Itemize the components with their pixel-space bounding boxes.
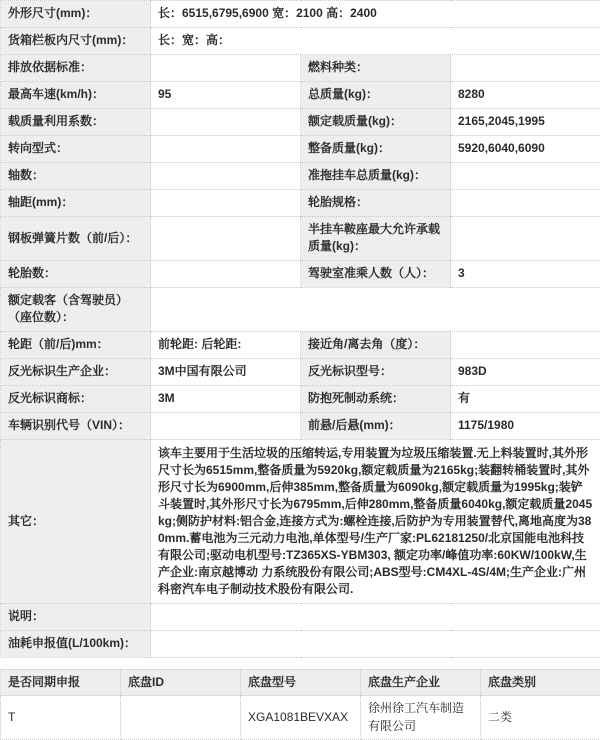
spec-row-tires-cab-seats bbox=[1, 260, 600, 287]
value-emission-standard bbox=[151, 55, 301, 82]
spec-row-reflective-maker-model bbox=[1, 358, 600, 385]
value-steering-type bbox=[151, 136, 301, 163]
spec-row-overall-dimensions bbox=[1, 1, 600, 28]
value-axle-count bbox=[151, 163, 301, 190]
chassis-header-model: 底盘型号 bbox=[241, 669, 361, 695]
label-trailer-total-mass: 准拖挂车总质量(kg)： bbox=[301, 163, 451, 190]
label-reflective-brand: 反光标识商标： bbox=[1, 385, 151, 412]
value-notes bbox=[151, 603, 600, 630]
spec-row-cargo-box-dimensions bbox=[1, 28, 600, 55]
chassis-header-category: 底盘类别 bbox=[481, 669, 600, 695]
spec-row-speed-mass bbox=[1, 82, 600, 109]
spec-row-rated-passengers bbox=[1, 287, 600, 331]
value-fuel-consumption bbox=[151, 630, 600, 657]
value-wheelbase bbox=[151, 190, 301, 217]
value-total-mass: 8280 bbox=[451, 82, 600, 109]
value-mass-utilization bbox=[151, 109, 301, 136]
value-reflective-model: 983D bbox=[451, 358, 600, 385]
spec-row-springs-saddle bbox=[1, 217, 600, 261]
label-saddle-load: 半挂车鞍座最大允许承载质量(kg)： bbox=[301, 217, 451, 261]
chassis-data-row bbox=[1, 696, 600, 740]
chassis-header-manufacturer: 底盘生产企业 bbox=[361, 669, 481, 695]
value-abs: 有 bbox=[451, 385, 600, 412]
spec-row-emission-fuel bbox=[1, 55, 600, 82]
value-rated-passengers bbox=[151, 287, 600, 331]
label-other: 其它： bbox=[1, 439, 151, 603]
value-rated-load-mass: 2165,2045,1995 bbox=[451, 109, 600, 136]
spec-row-utilization-rated-load bbox=[1, 109, 600, 136]
spec-row-vin-overhang bbox=[1, 412, 600, 439]
label-tire-spec: 轮胎规格： bbox=[301, 190, 451, 217]
value-vin bbox=[151, 412, 301, 439]
value-overall-dimensions: 长：6515,6795,6900 宽：2100 高：2400 bbox=[151, 1, 600, 28]
value-cargo-box-dimensions: 长：宽：高： bbox=[151, 28, 600, 55]
value-front-rear-overhang: 1175/1980 bbox=[451, 412, 600, 439]
chassis-manufacturer-value: 徐州徐工汽车制造有限公司 bbox=[361, 696, 481, 740]
label-vin: 车辆识别代号（VIN）： bbox=[1, 412, 151, 439]
label-tire-count: 轮胎数： bbox=[1, 260, 151, 287]
value-curb-mass: 5920,6040,6090 bbox=[451, 136, 600, 163]
value-cab-occupants: 3 bbox=[451, 260, 600, 287]
value-trailer-total-mass bbox=[451, 163, 600, 190]
spec-row-track-angles bbox=[1, 331, 600, 358]
label-emission-standard: 排放依据标准： bbox=[1, 55, 151, 82]
value-max-speed: 95 bbox=[151, 82, 301, 109]
label-mass-utilization: 载质量利用系数： bbox=[1, 109, 151, 136]
chassis-table bbox=[0, 669, 600, 740]
value-tire-spec bbox=[451, 190, 600, 217]
spec-row-wheelbase-tire-spec bbox=[1, 190, 600, 217]
label-rated-passengers: 额定载客（含驾驶员）（座位数）： bbox=[1, 287, 151, 331]
chassis-category-value: 二类 bbox=[481, 696, 600, 740]
label-cab-occupants: 驾驶室准乘人数（人）： bbox=[301, 260, 451, 287]
spec-row-other bbox=[1, 439, 600, 603]
label-overall-dimensions: 外形尺寸(mm)： bbox=[1, 1, 151, 28]
label-total-mass: 总质量(kg)： bbox=[301, 82, 451, 109]
label-steering-type: 转向型式： bbox=[1, 136, 151, 163]
spec-row-reflective-brand-abs bbox=[1, 385, 600, 412]
value-leaf-springs bbox=[151, 217, 301, 261]
value-tire-count bbox=[151, 260, 301, 287]
chassis-header-same-period: 是否同期申报 bbox=[1, 669, 121, 695]
value-saddle-load bbox=[451, 217, 600, 261]
chassis-same-period-value: T bbox=[1, 696, 121, 740]
value-wheel-track: 前轮距: 后轮距: bbox=[151, 331, 301, 358]
label-reflective-manufacturer: 反光标识生产企业： bbox=[1, 358, 151, 385]
label-abs: 防抱死制动系统： bbox=[301, 385, 451, 412]
chassis-header-id: 底盘ID bbox=[121, 669, 241, 695]
spec-row-notes bbox=[1, 603, 600, 630]
label-reflective-model: 反光标识型号： bbox=[301, 358, 451, 385]
value-other-description: 该车主要用于生活垃圾的压缩转运,专用装置为垃圾压缩装置.无上料装置时,其外形尺寸长为6515mm,整备质量为5920kg,额定载质量为2165kg;装翻转桶装置时,其外形尺寸长为6900mm,后伸385mm,整备质量为6090kg,额定载质量为1995kg;装铲斗装置时,其外形尺寸长为6795mm,后伸280mm,整备质量6040kg,额定载质量2045kg;侧防护材料:铝合金,连接方式为:螺栓连接,后防护为专用装置替代,离地高度为380mm.蓄电池为三元动力电池,单体型号/生产厂家:PL62181250/北京国能电池科技有限公司;驱动电机型号:TZ365XS-YBM303, 额定功率/峰值功率:60KW/100kW,生产企业:南京越博动 力系统股份有限公司;ABS型号:CM4XL-4S/4M;生产企业:广州科密汽车电子制动技术股份有限公司. bbox=[151, 439, 600, 603]
spec-row-steering-curb-mass bbox=[1, 136, 600, 163]
value-reflective-brand: 3M bbox=[151, 385, 301, 412]
value-fuel-type bbox=[451, 55, 600, 82]
label-approach-departure-angle: 接近角/离去角（度）： bbox=[301, 331, 451, 358]
label-front-rear-overhang: 前悬/后悬(mm)： bbox=[301, 412, 451, 439]
value-approach-departure-angle bbox=[451, 331, 600, 358]
spec-row-fuel-consumption bbox=[1, 630, 600, 657]
spec-row-axles-trailer-mass bbox=[1, 163, 600, 190]
label-notes: 说明： bbox=[1, 603, 151, 630]
label-cargo-box-dimensions: 货箱栏板内尺寸(mm)： bbox=[1, 28, 151, 55]
value-reflective-manufacturer: 3M中国有限公司 bbox=[151, 358, 301, 385]
label-fuel-consumption: 油耗申报值(L/100km)： bbox=[1, 630, 151, 657]
chassis-id-value bbox=[121, 696, 241, 740]
chassis-model-value: XGA1081BEVXAX bbox=[241, 696, 361, 740]
label-leaf-springs: 钢板弹簧片数（前/后）： bbox=[1, 217, 151, 261]
label-curb-mass: 整备质量(kg)： bbox=[301, 136, 451, 163]
label-max-speed: 最高车速(km/h)： bbox=[1, 82, 151, 109]
chassis-header-row bbox=[1, 669, 600, 695]
label-axle-count: 轴数： bbox=[1, 163, 151, 190]
label-wheel-track: 轮距（前/后)mm： bbox=[1, 331, 151, 358]
label-rated-load-mass: 额定载质量(kg)： bbox=[301, 109, 451, 136]
label-wheelbase: 轴距(mm)： bbox=[1, 190, 151, 217]
label-fuel-type: 燃料种类： bbox=[301, 55, 451, 82]
